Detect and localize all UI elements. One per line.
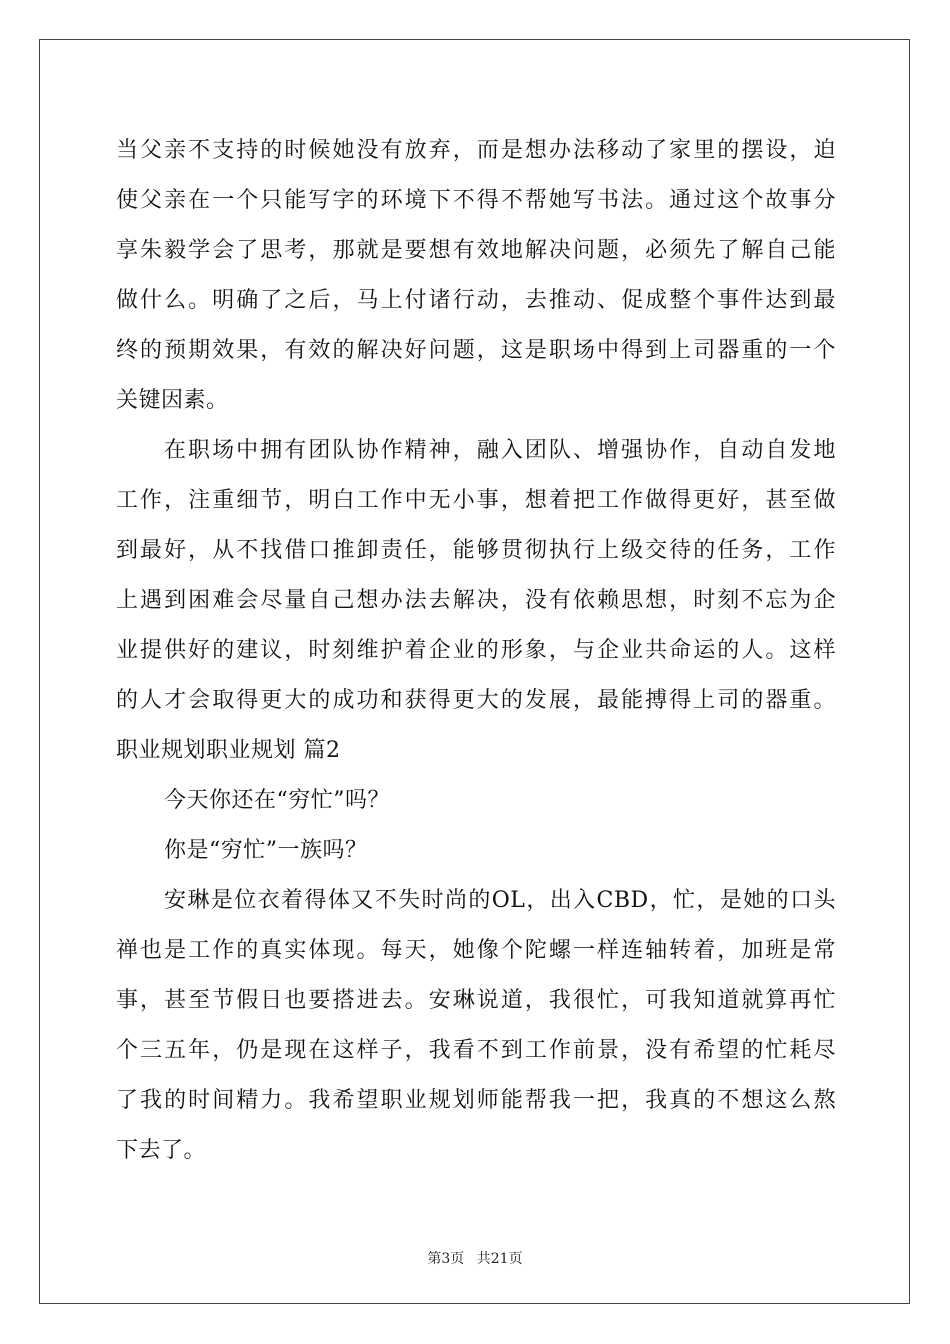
body-line: 工作，注重细节，明白工作中无小事，想着把工作做得更好，甚至做 — [116, 488, 836, 513]
body-line: 下去了。 — [116, 1138, 207, 1163]
page-number: 第3页 — [427, 1251, 465, 1267]
paragraph-start-line: 在职场中拥有团队协作精神，融入团队、增强协作，自动自发地 — [164, 438, 836, 463]
body-line: 个三五年，仍是现在这样子，我看不到工作前景，没有希望的忙耗尽 — [116, 1038, 836, 1063]
body-line: 关键因素。 — [116, 388, 229, 413]
paragraph-start-line: 你是“穷忙”一族吗？ — [164, 838, 368, 863]
section-heading: 职业规划职业规划 篇2 — [116, 738, 341, 763]
body-line: 使父亲在一个只能写字的环境下不得不帮她写书法。通过这个故事分 — [116, 188, 836, 213]
paragraph-start-line: 安琳是位衣着得体又不失时尚的OL，出入CBD，忙，是她的口头 — [164, 888, 836, 913]
page-total: 共21页 — [476, 1251, 523, 1267]
body-line: 享朱毅学会了思考，那就是要想有效地解决问题，必须先了解自己能 — [116, 238, 836, 263]
body-line: 到最好，从不找借口推卸责任，能够贯彻执行上级交待的任务，工作 — [116, 538, 836, 563]
body-line: 上遇到困难会尽量自己想办法去解决，没有依赖思想，时刻不忘为企 — [116, 588, 836, 613]
body-line: 的人才会取得更大的成功和获得更大的发展，最能搏得上司的器重。 — [116, 688, 836, 713]
body-line: 当父亲不支持的时候她没有放弃，而是想办法移动了家里的摆设，迫 — [116, 138, 836, 163]
document-body — [116, 126, 836, 1176]
body-line: 禅也是工作的真实体现。每天，她像个陀螺一样连轴转着，加班是常 — [116, 938, 836, 963]
body-line: 了我的时间精力。我希望职业规划师能帮我一把，我真的不想这么熬 — [116, 1088, 836, 1113]
body-line: 做什么。明确了之后，马上付诸行动，去推动、促成整个事件达到最 — [116, 288, 836, 313]
body-line: 终的预期效果，有效的解决好问题，这是职场中得到上司器重的一个 — [116, 338, 836, 363]
body-line: 业提供好的建议，时刻维护着企业的形象，与企业共命运的人。这样 — [116, 638, 836, 663]
body-line: 事，甚至节假日也要搭进去。安琳说道，我很忙，可我知道就算再忙 — [116, 988, 836, 1013]
page-footer — [0, 1248, 950, 1268]
paragraph-start-line: 今天你还在“穷忙”吗？ — [164, 788, 390, 813]
